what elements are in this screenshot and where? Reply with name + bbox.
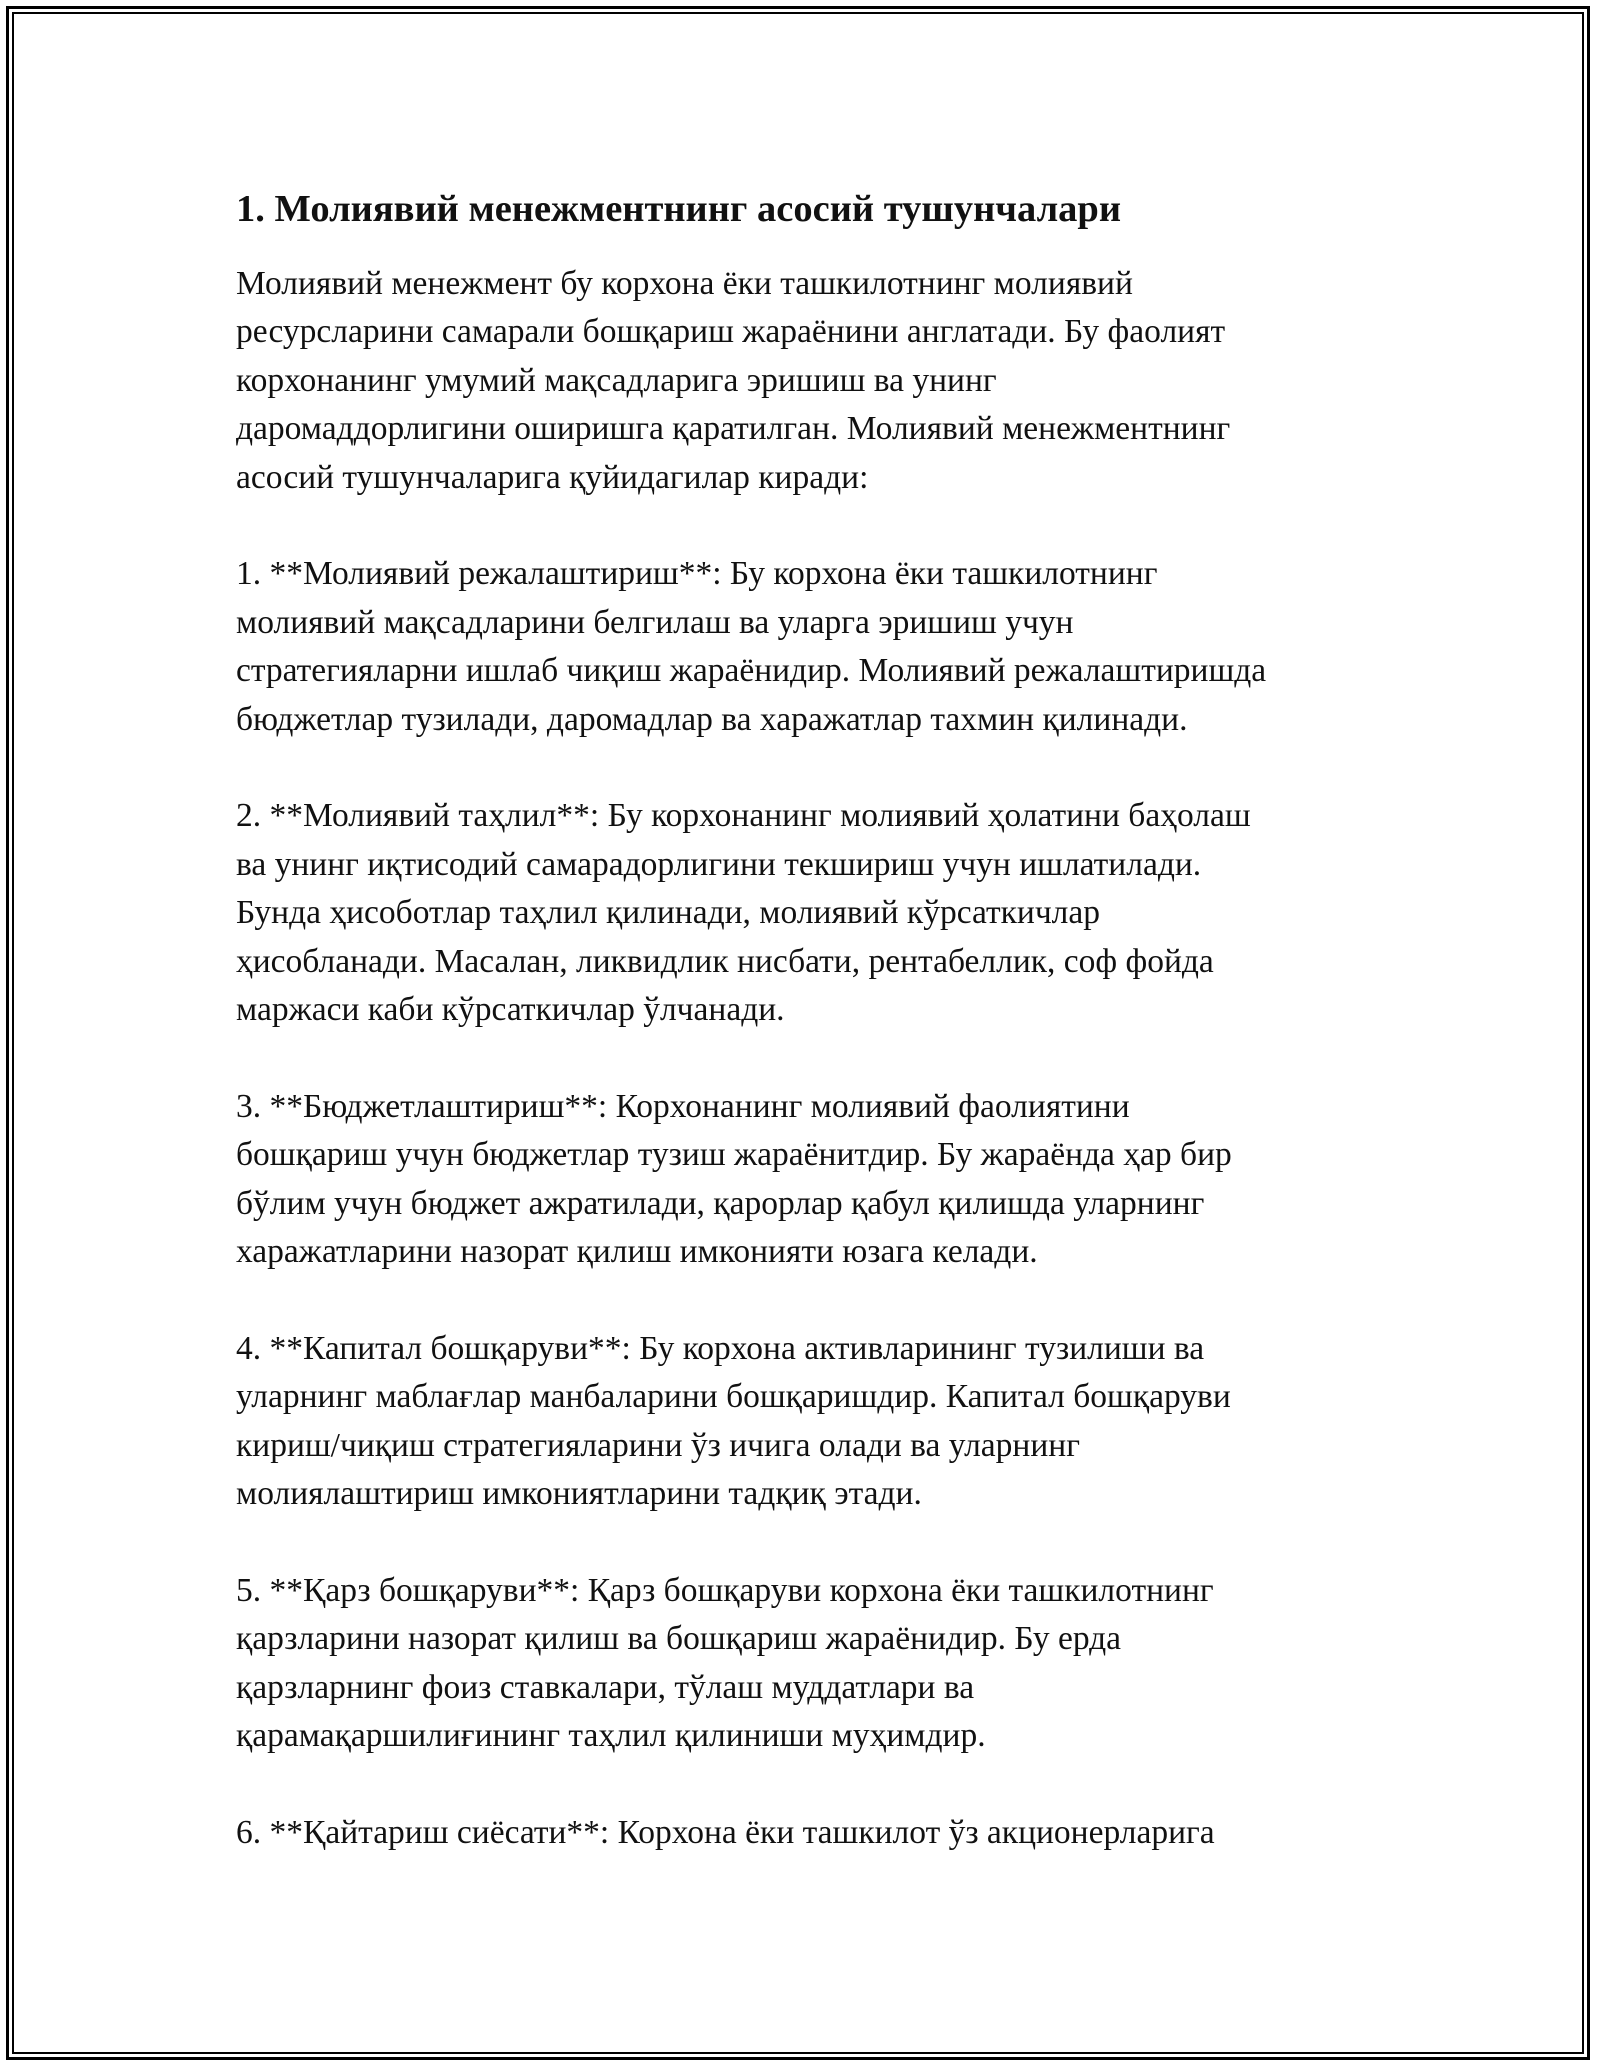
text-line: қарамақаршилиғининг таҳлил қилиниши муҳимдир. bbox=[236, 1717, 986, 1755]
text-line: ресурсларини самарали бошқариш жараёнини англатади. Бу фаолият bbox=[236, 313, 1226, 351]
text-line: Молиявий менежмент бу корхона ёки ташкилотнинг молиявий bbox=[236, 265, 1133, 302]
document-body bbox=[236, 186, 1376, 1906]
text-line: 1. **Молиявий режалаштириш**: Бу корхона ёки ташкилотнинг bbox=[236, 555, 1158, 593]
list-item-paragraph bbox=[236, 1567, 1376, 1761]
text-line: молиялаштириш имкониятларини тадқиқ этади. bbox=[236, 1475, 922, 1513]
text-line: даромаддорлигини оширишга қаратилган. Молиявий менежментнинг bbox=[236, 410, 1231, 448]
text-line: қарзларнинг фоиз ставкалари, тўлаш муддатлари ва bbox=[236, 1668, 975, 1706]
text-line: ҳисобланади. Масалан, ликвидлик нисбати, рентабеллик, соф фойда bbox=[236, 942, 1214, 980]
paragraph-list bbox=[236, 260, 1376, 1857]
text-line: қарзларини назорат қилиш ва бошқариш жараёнидир. Бу ерда bbox=[236, 1620, 1122, 1658]
text-line: уларнинг маблағлар манбаларини бошқаришдир. Капитал бошқаруви bbox=[236, 1378, 1231, 1416]
text-line: корхонанинг умумий мақсадларига эришиш ва унинг bbox=[236, 361, 997, 399]
text-line: бошқариш учун бюджетлар тузиш жараёнитдир. Бу жараёнда ҳар бир bbox=[236, 1136, 1232, 1174]
text-line: Бунда ҳисоботлар таҳлил қилинади, молиявий кўрсаткичлар bbox=[236, 894, 1100, 932]
text-line: стратегияларни ишлаб чиқиш жараёнидир. Молиявий режалаштиришда bbox=[236, 652, 1267, 690]
list-item-paragraph bbox=[236, 550, 1376, 744]
text-line: молиявий мақсадларини белгилаш ва уларга эришиш учун bbox=[236, 603, 1074, 641]
text-line: 5. **Қарз бошқаруви**: Қарз бошқаруви корхона ёки ташкилотнинг bbox=[236, 1571, 1214, 1609]
list-item-paragraph bbox=[236, 1809, 1376, 1857]
text-line: харажатларини назорат қилиш имконияти юзага келади. bbox=[236, 1233, 1038, 1271]
text-line: маржаси каби кўрсаткичлар ўлчанади. bbox=[236, 991, 785, 1029]
list-item-paragraph bbox=[236, 1083, 1376, 1277]
list-item-paragraph bbox=[236, 1325, 1376, 1519]
section-heading: 1. Молиявий менежментнинг асосий тушунчалари bbox=[236, 188, 1122, 230]
text-line: асосий тушунчаларига қуйидагилар киради: bbox=[236, 458, 869, 496]
text-line: бюджетлар тузилади, даромадлар ва харажатлар тахмин қилинади. bbox=[236, 700, 1188, 738]
text-line: кириш/чиқиш стратегияларини ўз ичига олади ва уларнинг bbox=[236, 1426, 1080, 1464]
text-line: 2. **Молиявий таҳлил**: Бу корхонанинг молиявий ҳолатини баҳолаш bbox=[236, 797, 1251, 835]
text-line: ва унинг иқтисодий самарадорлигини текшириш учун ишлатилади. bbox=[236, 845, 1202, 883]
list-item-paragraph bbox=[236, 792, 1376, 1034]
intro-paragraph bbox=[236, 260, 1376, 502]
text-line: 3. **Бюджетлаштириш**: Корхонанинг молиявий фаолиятини bbox=[236, 1087, 1130, 1125]
text-line: бўлим учун бюджет ажратилади, қарорлар қабул қилишда уларнинг bbox=[236, 1184, 1205, 1222]
text-line: 6. **Қайтариш сиёсати**: Корхона ёки ташкилот ўз акционерларига bbox=[236, 1813, 1215, 1851]
text-line: 4. **Капитал бошқаруви**: Бу корхона активларининг тузилиши ва bbox=[236, 1329, 1205, 1367]
